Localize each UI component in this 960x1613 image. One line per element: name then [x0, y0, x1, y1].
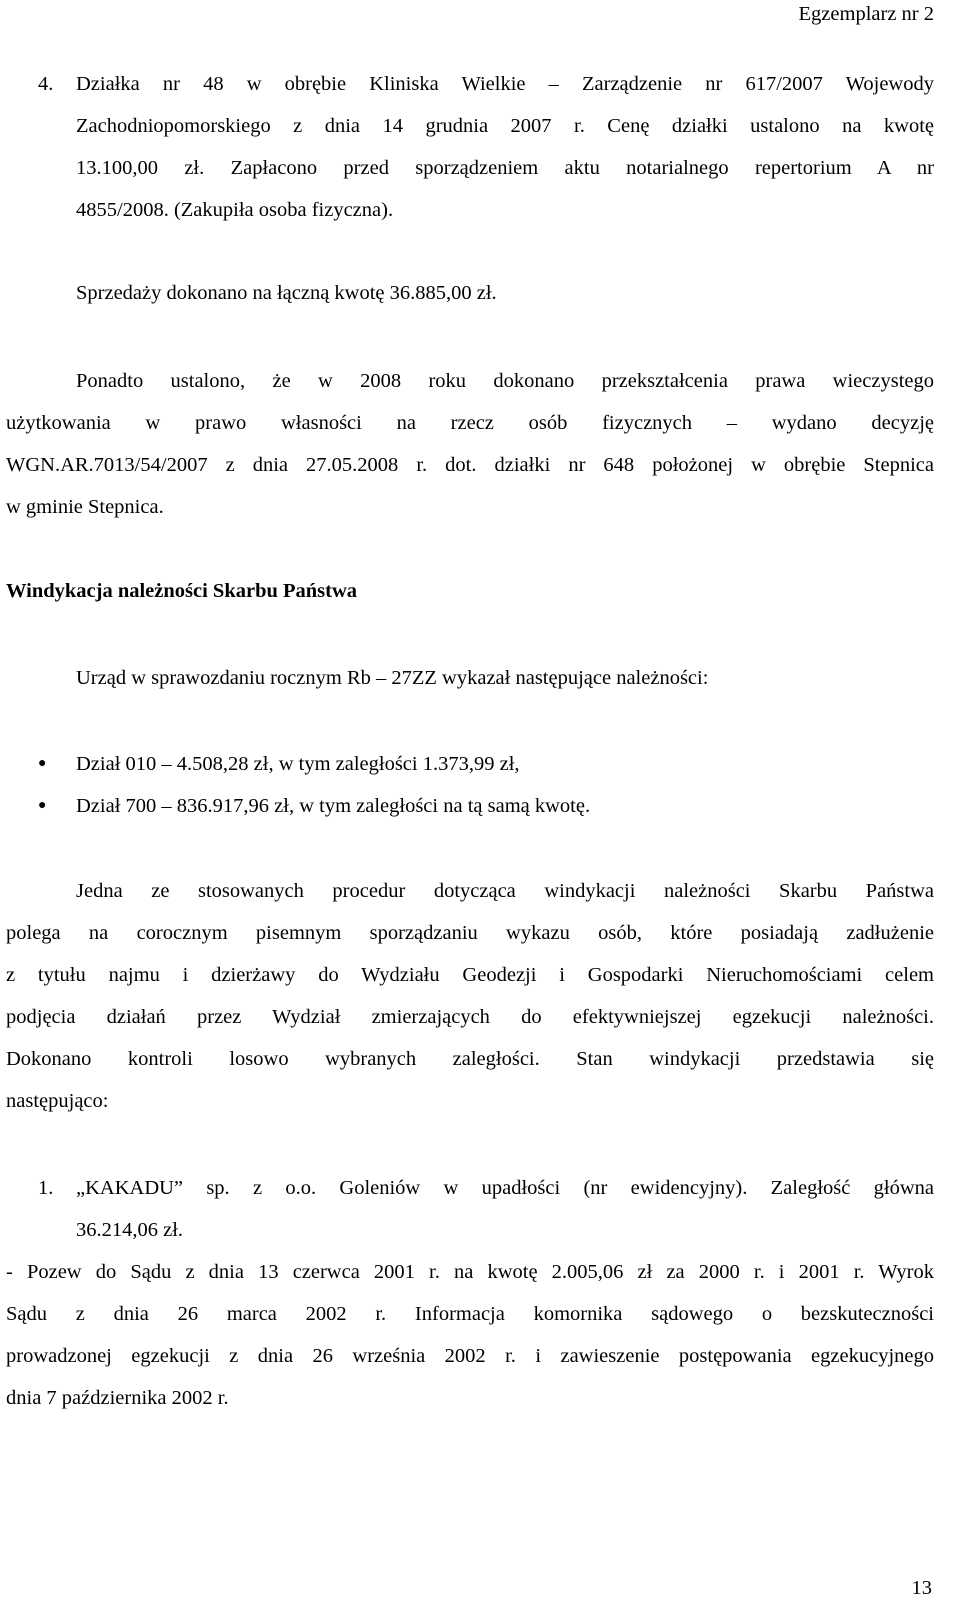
- paragraph-line: z tytułu najmu i dzierżawy do Wydziału Geodezji i Gospodarki Nieruchomościami celem: [6, 964, 934, 986]
- list-item-text-line: 36.214,06 zł.: [76, 1219, 184, 1241]
- bullet-icon: ●: [38, 756, 47, 771]
- list-item-text-line: 13.100,00 zł. Zapłacono przed sporządzeniem aktu notarialnego repertorium A nr: [76, 157, 934, 179]
- paragraph-line: podjęcia działań przez Wydział zmierzających do efektywniejszej egzekucji należności.: [6, 1006, 934, 1028]
- page-number: 13: [911, 1577, 932, 1599]
- list-number: 1.: [38, 1177, 54, 1199]
- section-heading: Windykacja należności Skarbu Państwa: [6, 580, 358, 602]
- list-item-text-line: 4855/2008. (Zakupiła osoba fizyczna).: [76, 199, 394, 221]
- paragraph-line: Ponadto ustalono, że w 2008 roku dokonano przekształcenia prawa wieczystego: [76, 370, 934, 392]
- copy-label: Egzemplarz nr 2: [798, 3, 934, 25]
- paragraph-line: użytkowania w prawo własności na rzecz osób fizycznych – wydano decyzję: [6, 412, 934, 434]
- sales-total-text: Sprzedaży dokonano na łączną kwotę 36.885,00 zł.: [76, 282, 497, 304]
- paragraph-line: prowadzonej egzekucji z dnia 26 września 2002 r. i zawieszenie postępowania egzekucyjnego: [6, 1345, 934, 1367]
- paragraph-line: w gminie Stepnica.: [6, 496, 164, 518]
- list-item-text-line: Działka nr 48 w obrębie Kliniska Wielkie – Zarządzenie nr 617/2007 Wojewody: [76, 73, 934, 95]
- paragraph-line: - Pozew do Sądu z dnia 13 czerwca 2001 r. na kwotę 2.005,06 zł za 2000 r. i 2001 r. Wyrok: [6, 1261, 934, 1283]
- paragraph-line: następująco:: [6, 1090, 109, 1112]
- paragraph-line: WGN.AR.7013/54/2007 z dnia 27.05.2008 r. dot. działki nr 648 położonej w obrębie Stepnica: [6, 454, 934, 476]
- list-number: 4.: [38, 73, 54, 95]
- list-item-text-line: Zachodniopomorskiego z dnia 14 grudnia 2007 r. Cenę działki ustalono na kwotę: [76, 115, 934, 137]
- list-item-text-line: „KAKADU” sp. z o.o. Goleniów w upadłości (nr ewidencyjny). Zaległość główna: [76, 1177, 934, 1199]
- paragraph-line: dnia 7 października 2002 r.: [6, 1387, 229, 1409]
- paragraph-line: Dokonano kontroli losowo wybranych zaległości. Stan windykacji przedstawia się: [6, 1048, 934, 1070]
- rb-intro-text: Urząd w sprawozdaniu rocznym Rb – 27ZZ wykazał następujące należności:: [76, 667, 709, 689]
- bullet-text: Dział 010 – 4.508,28 zł, w tym zaległości 1.373,99 zł,: [76, 753, 520, 775]
- bullet-icon: ●: [38, 798, 47, 813]
- paragraph-line: polega na corocznym pisemnym sporządzaniu wykazu osób, które posiadają zadłużenie: [6, 922, 934, 944]
- bullet-text: Dział 700 – 836.917,96 zł, w tym zaległości na tą samą kwotę.: [76, 795, 591, 817]
- paragraph-line: Sądu z dnia 26 marca 2002 r. Informacja komornika sądowego o bezskuteczności: [6, 1303, 934, 1325]
- paragraph-line: Jedna ze stosowanych procedur dotycząca windykacji należności Skarbu Państwa: [76, 880, 934, 902]
